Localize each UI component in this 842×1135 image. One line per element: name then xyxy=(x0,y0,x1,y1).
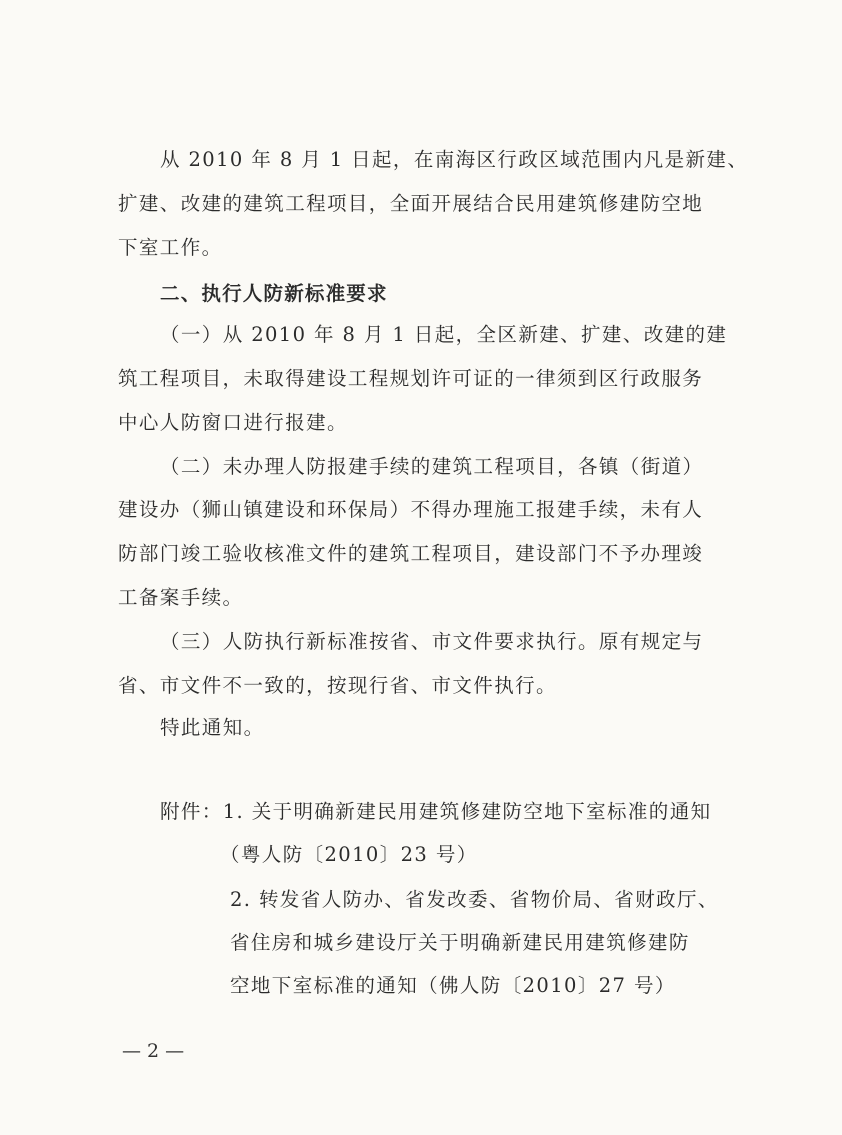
attachment-2-line-2: 省住房和城乡建设厅关于明确新建民用建筑修建防 xyxy=(230,931,690,954)
page-number: — 2 — xyxy=(122,1040,185,1062)
item-2-line-3: 防部门竣工验收核准文件的建筑工程项目，建设部门不予办理竣 xyxy=(118,542,704,565)
item-1-line-1: （一）从 2010 年 8 月 1 日起，全区新建、扩建、改建的建 xyxy=(160,323,728,346)
attachment-1-line-1: 附件：1. 关于明确新建民用建筑修建防空地下室标准的通知 xyxy=(160,800,712,823)
item-2-line-2: 建设办（狮山镇建设和环保局）不得办理施工报建手续，未有人 xyxy=(118,498,704,521)
closing-line: 特此通知。 xyxy=(160,716,265,739)
attachment-2-line-1: 2. 转发省人防办、省发改委、省物价局、省财政厅、 xyxy=(230,888,719,911)
item-3-line-2: 省、市文件不一致的，按现行省、市文件执行。 xyxy=(118,674,557,697)
item-1-line-2: 筑工程项目，未取得建设工程规划许可证的一律须到区行政服务 xyxy=(118,367,704,390)
paragraph-intro-line-3: 下室工作。 xyxy=(118,236,223,259)
attachment-1-line-2: （粤人防〔2010〕23 号） xyxy=(220,843,478,866)
item-1-line-3: 中心人防窗口进行报建。 xyxy=(118,411,348,434)
attachment-2-line-3: 空地下室标准的通知（佛人防〔2010〕27 号） xyxy=(230,974,676,997)
item-2-line-1: （二）未办理人防报建手续的建筑工程项目，各镇（街道） xyxy=(160,455,704,478)
item-2-line-4: 工备案手续。 xyxy=(118,586,244,609)
section-heading: 二、执行人防新标准要求 xyxy=(160,282,388,305)
item-3-line-1: （三）人防执行新标准按省、市文件要求执行。原有规定与 xyxy=(160,630,704,653)
paragraph-intro-line-2: 扩建、改建的建筑工程项目，全面开展结合民用建筑修建防空地 xyxy=(118,192,704,215)
paragraph-intro-line-1: 从 2010 年 8 月 1 日起，在南海区行政区域范围内凡是新建、 xyxy=(160,148,749,171)
